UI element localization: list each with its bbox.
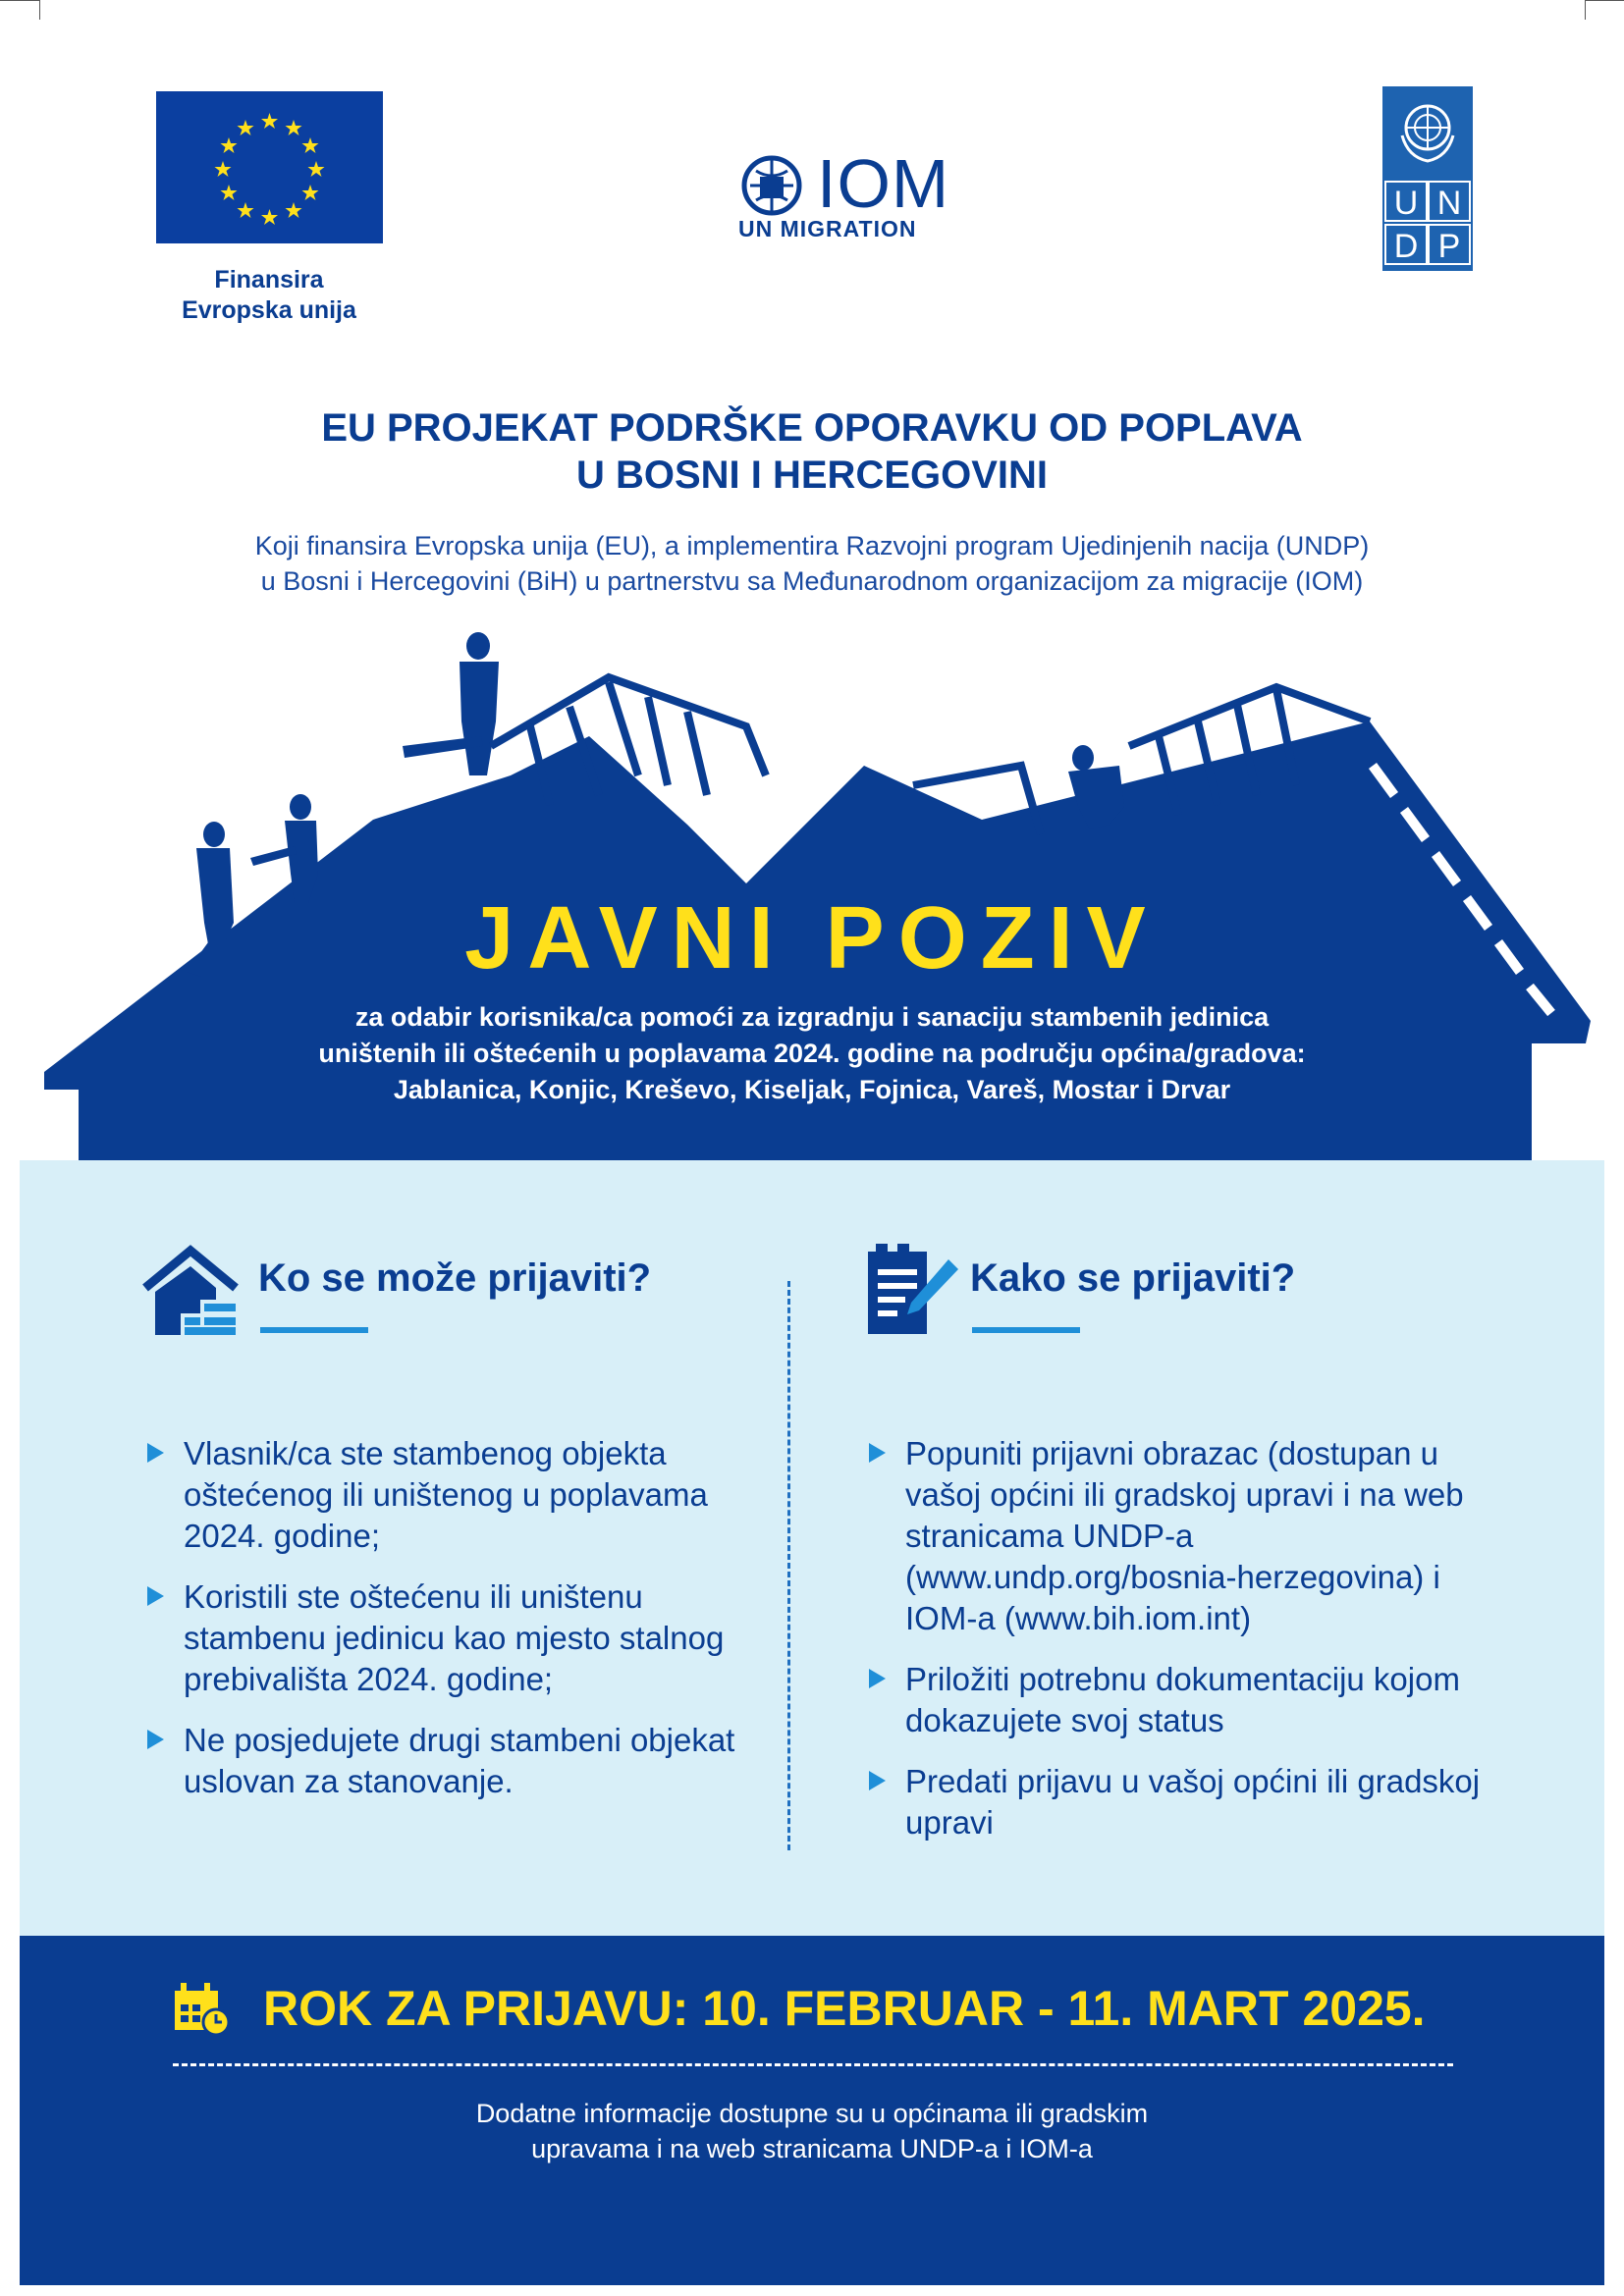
crop-mark xyxy=(1585,0,1624,1)
call-sub-line3: Jablanica, Konjic, Kreševo, Kiseljak, Fojnica, Vareš, Mostar i Drvar xyxy=(393,1075,1231,1104)
crop-mark xyxy=(39,0,40,20)
un-emblem-icon xyxy=(1394,96,1461,167)
eu-caption-line2: Evropska unija xyxy=(182,296,356,324)
project-title-line2: U BOSNI I HERCEGOVINI xyxy=(575,454,1049,497)
who-can-apply-list xyxy=(147,1433,746,1822)
how-to-apply-title: Kako se prijaviti? xyxy=(970,1256,1296,1300)
list-item xyxy=(869,1433,1517,1639)
how-to-apply-list xyxy=(869,1433,1517,1863)
eu-caption-line1: Finansira xyxy=(214,266,324,294)
list-item xyxy=(147,1433,746,1557)
list-item-text: Koristili ste oštećenu ili uništenu stambenu jedinicu kao mjesto stalnog prebivališta 2024. godine; xyxy=(184,1578,725,1697)
call-sub-line1: za odabir korisnika/ca pomoći za izgradnju i sanaciju stambenih jedinica xyxy=(354,1002,1270,1032)
iom-wordmark: IOM xyxy=(817,145,950,222)
list-item-text: Priložiti potrebnu dokumentaciju kojom dokazujete svoj status xyxy=(905,1661,1460,1738)
iom-subtitle: UN MIGRATION xyxy=(738,216,917,241)
who-can-apply-title: Ko se može prijaviti? xyxy=(258,1256,652,1300)
info-line2: upravama i na web stranicama UNDP-a i IOM-a xyxy=(531,2134,1093,2163)
list-item-text: Vlasnik/ca ste stambenog objekta oštećenog ili uništenog u poplavama 2024. godine; xyxy=(184,1435,708,1554)
crop-mark xyxy=(0,0,39,1)
list-item xyxy=(869,1761,1517,1843)
list-item-text: Popuniti prijavni obrazac (dostupan u vašoj općini ili gradskoj upravi i na web stranicama UNDP-a (www.undp.org/bosnia-herzegovina) i IOM-a (www.bih.iom.int) xyxy=(905,1435,1464,1636)
undp-letter: P xyxy=(1428,224,1471,265)
crop-mark xyxy=(1585,0,1586,20)
project-title xyxy=(0,404,1624,499)
footer-dashed-divider xyxy=(173,2063,1453,2066)
list-item xyxy=(147,1720,746,1802)
application-deadline: ROK ZA PRIJAVU: 10. FEBRUAR - 11. MART 2025. xyxy=(263,1981,1426,2036)
house-stairs-icon xyxy=(141,1245,240,1337)
undp-letter: N xyxy=(1428,181,1471,222)
how-title-underline xyxy=(972,1327,1080,1333)
intro-line1: Koji finansira Evropska unija (EU), a implementira Razvojni program Ujedinjenih nacija (UNDP) xyxy=(254,531,1370,561)
list-item xyxy=(147,1576,746,1700)
who-title-underline xyxy=(260,1327,368,1333)
public-call-heading: JAVNI POZIV xyxy=(464,889,1160,988)
undp-letter: U xyxy=(1384,181,1428,222)
bullet-triangle-icon xyxy=(869,1771,886,1790)
bullet-triangle-icon xyxy=(147,1586,164,1606)
form-pen-icon xyxy=(864,1242,962,1338)
list-item xyxy=(869,1659,1517,1741)
eu-funding-caption xyxy=(137,265,401,326)
bullet-triangle-icon xyxy=(147,1443,164,1463)
eu-flag-logo xyxy=(156,91,383,243)
public-call-subtitle xyxy=(0,999,1624,1108)
call-sub-line2: uništenih ili oštećenih u poplavama 2024. godine na području općina/gradova: xyxy=(318,1039,1306,1068)
bullet-triangle-icon xyxy=(147,1730,164,1749)
undp-logo xyxy=(1382,86,1473,271)
info-line1: Dodatne informacije dostupne su u općinama ili gradskim xyxy=(475,2099,1149,2128)
column-divider xyxy=(787,1281,790,1850)
iom-logo xyxy=(736,147,972,245)
project-intro xyxy=(0,528,1624,599)
intro-line2: u Bosni i Hercegovini (BiH) u partnerstvu sa Međunarodnom organizacijom za migracije (IOM) xyxy=(260,566,1364,596)
list-item-text: Predati prijavu u vašoj općini ili gradskoj upravi xyxy=(905,1763,1481,1841)
project-title-line1: EU PROJEKAT PODRŠKE OPORAVKU OD POPLAVA xyxy=(321,406,1303,450)
list-item-text: Ne posjedujete drugi stambeni objekat uslovan za stanovanje. xyxy=(184,1722,735,1799)
bullet-triangle-icon xyxy=(869,1669,886,1688)
additional-info xyxy=(0,2096,1624,2166)
calendar-clock-icon xyxy=(173,1983,232,2038)
undp-letter: D xyxy=(1384,224,1428,265)
iom-globe-icon xyxy=(736,155,807,216)
bullet-triangle-icon xyxy=(869,1443,886,1463)
